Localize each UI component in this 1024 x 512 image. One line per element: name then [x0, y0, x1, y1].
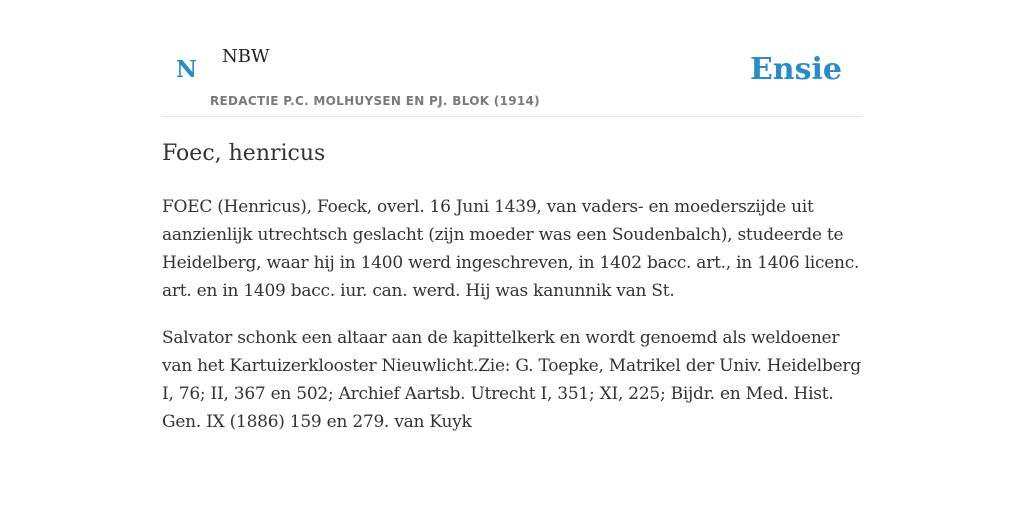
entry-title: Foec, henricus [162, 141, 326, 166]
entry-content [162, 136, 864, 436]
entry-paragraph: FOEC (Henricus), Foeck, overl. 16 Juni 1439, van vaders- en moederszijde uit aanzienlijk utrechtsch geslacht (zijn moeder was een Soudenbalch), studeerde te Heidelberg, waar hij in 1400 werd ingeschreven, in 1402 bacc. art., in 1406 licenc. art. en in 1409 bacc. iur. can. werd. Hij was kanunnik van St. [162, 197, 860, 301]
entry-paragraph: Salvator schonk een altaar aan de kapittelkerk en wordt genoemd als weldoener van het Kartuizerklooster Nieuwlicht.Zie: G. Toepke, Matrikel der Univ. Heidelberg I, 76; II, 367 en 502; Archief Aartsb. Utrecht I, 351; XI, 225; Bijdr. en Med. Hist. Gen. IX (1886) 159 en 279. van Kuyk [162, 328, 861, 432]
source-logo[interactable]: N [176, 56, 198, 83]
source-title[interactable]: NBW [222, 46, 270, 67]
header [162, 0, 862, 117]
brand-logo[interactable]: Ensie [749, 52, 842, 87]
source-editors: REDACTIE P.C. MOLHUYSEN EN PJ. BLOK (1914) [210, 94, 540, 108]
